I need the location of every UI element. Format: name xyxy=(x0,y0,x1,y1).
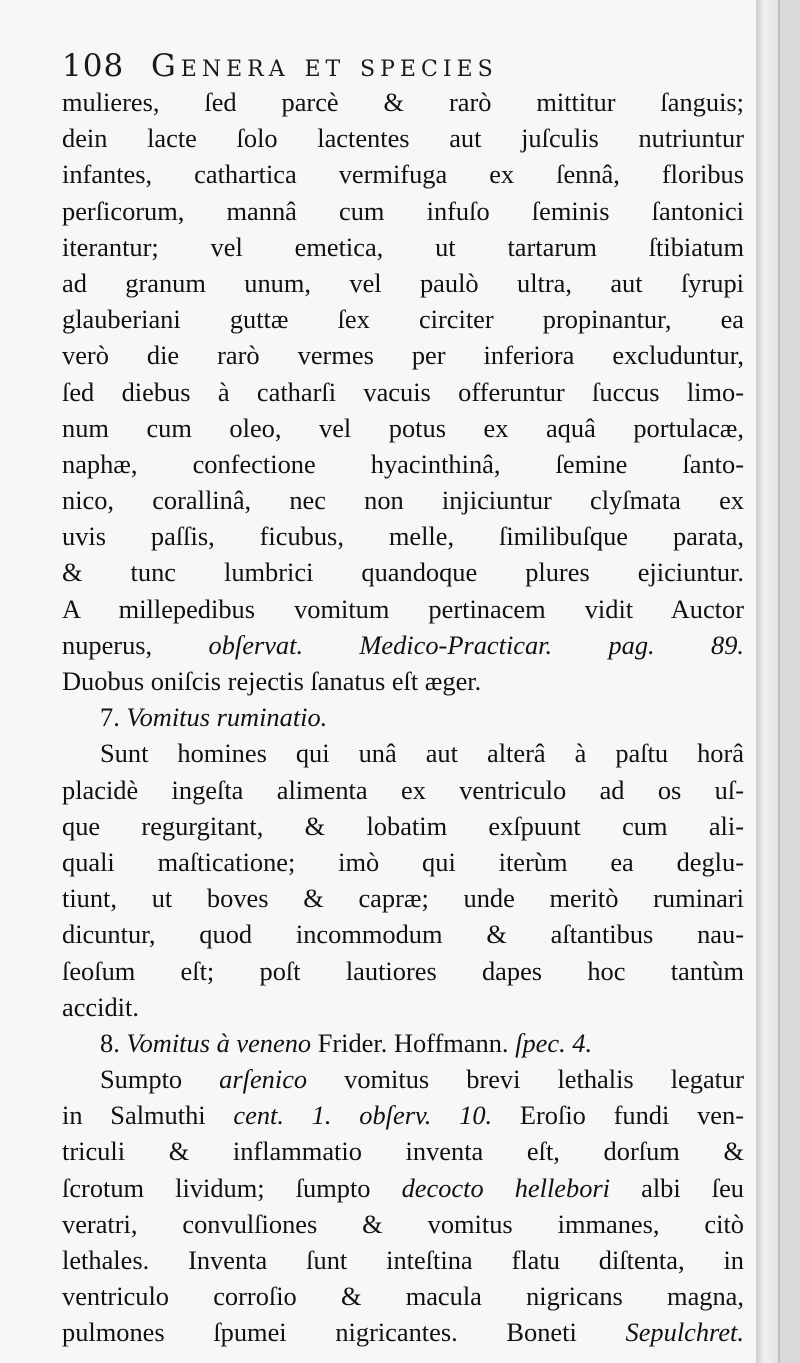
text-line: in Salmuthi cent. 1. obſerv. 10. Eroſio fundi ven- xyxy=(62,1100,744,1131)
page-edge xyxy=(756,0,778,1363)
text-line: pulmones ſpumei nigricantes. Boneti Sepulchret. xyxy=(62,1317,744,1348)
text-line: nuperus, obſervat. Medico-Practicar. pag. 89. xyxy=(62,629,744,660)
text-line: ad granum unum, vel paulò ultra, aut ſyrupi xyxy=(62,267,744,298)
text-line: 7. Vomitus ruminatio. xyxy=(100,702,328,733)
text-line: infantes, cathartica vermifuga ex ſennâ, floribus xyxy=(62,159,744,190)
text-line: placidè ingeſta alimenta ex ventriculo ad os uſ- xyxy=(62,774,744,805)
text-line: perſicorum, mannâ cum infuſo ſeminis ſantonici xyxy=(62,195,744,226)
text-line: dein lacte ſolo lactentes aut juſculis nutriuntur xyxy=(62,123,744,154)
text-line: Sunt homines qui unâ aut alterâ à paſtu horâ xyxy=(100,738,744,769)
text-line: ſed diebus à catharſi vacuis offeruntur ſuccus limo- xyxy=(62,376,744,407)
text-line: quali maſticatione; imò qui iterùm ea deglu- xyxy=(62,846,744,877)
text-line: verò die rarò vermes per inferiora excluduntur, xyxy=(62,340,744,371)
text-line: ventriculo corroſio & macula nigricans magna, xyxy=(62,1281,744,1312)
body-text xyxy=(62,84,744,1351)
text-line: Sumpto arſenico vomitus brevi lethalis legatur xyxy=(100,1064,744,1095)
text-line: mulieres, ſed parcè & rarò mittitur ſanguis; xyxy=(62,87,744,117)
text-line: 8. Vomitus à veneno Frider. Hoffmann. ſpec. 4. xyxy=(100,1027,593,1058)
text-line: triculi & inflammatio inventa eſt, dorſum & xyxy=(62,1136,744,1167)
text-line: veratri, convulſiones & vomitus immanes, citò xyxy=(62,1208,744,1239)
text-line: A millepedibus vomitum pertinacem vidit Auctor xyxy=(62,593,744,624)
text-line: iterantur; vel emetica, ut tartarum ſtibiatum xyxy=(62,231,744,262)
running-title: Genera et species xyxy=(151,48,498,84)
text-line: & tunc lumbrici quandoque plures ejiciuntur. xyxy=(62,557,744,588)
text-line: uvis paſſis, ficubus, melle, ſimilibuſque parata, xyxy=(62,521,744,552)
text-line: que regurgitant, & lobatim exſpuunt cum ali- xyxy=(62,810,744,841)
text-line: glauberiani guttæ ſex circiter propinantur, ea xyxy=(62,304,744,335)
text-line: accidit. xyxy=(62,991,139,1022)
page-number: 108 xyxy=(62,48,125,84)
text-line: Duobus oniſcis rejectis ſanatus eſt æger. xyxy=(62,666,482,696)
text-line: naphæ, confectione hyacinthinâ, ſemine ſanto- xyxy=(62,448,744,479)
text-line: num cum oleo, vel potus ex aquâ portulacæ, xyxy=(62,412,744,443)
running-head xyxy=(62,48,742,84)
text-line: ſcrotum lividum; ſumpto decocto hellebori albi ſeu xyxy=(62,1172,744,1203)
text-line: tiunt, ut boves & capræ; unde meritò ruminari xyxy=(62,883,744,914)
text-line: ſeoſum eſt; poſt lautiores dapes hoc tantùm xyxy=(62,955,744,986)
text-line: dicuntur, quod incommodum & aſtantibus nau- xyxy=(62,919,744,950)
text-line: nico, corallinâ, nec non injiciuntur clyſmata ex xyxy=(62,485,744,516)
text-line: lethales. Inventa ſunt inteſtina flatu diſtenta, in xyxy=(62,1245,744,1275)
